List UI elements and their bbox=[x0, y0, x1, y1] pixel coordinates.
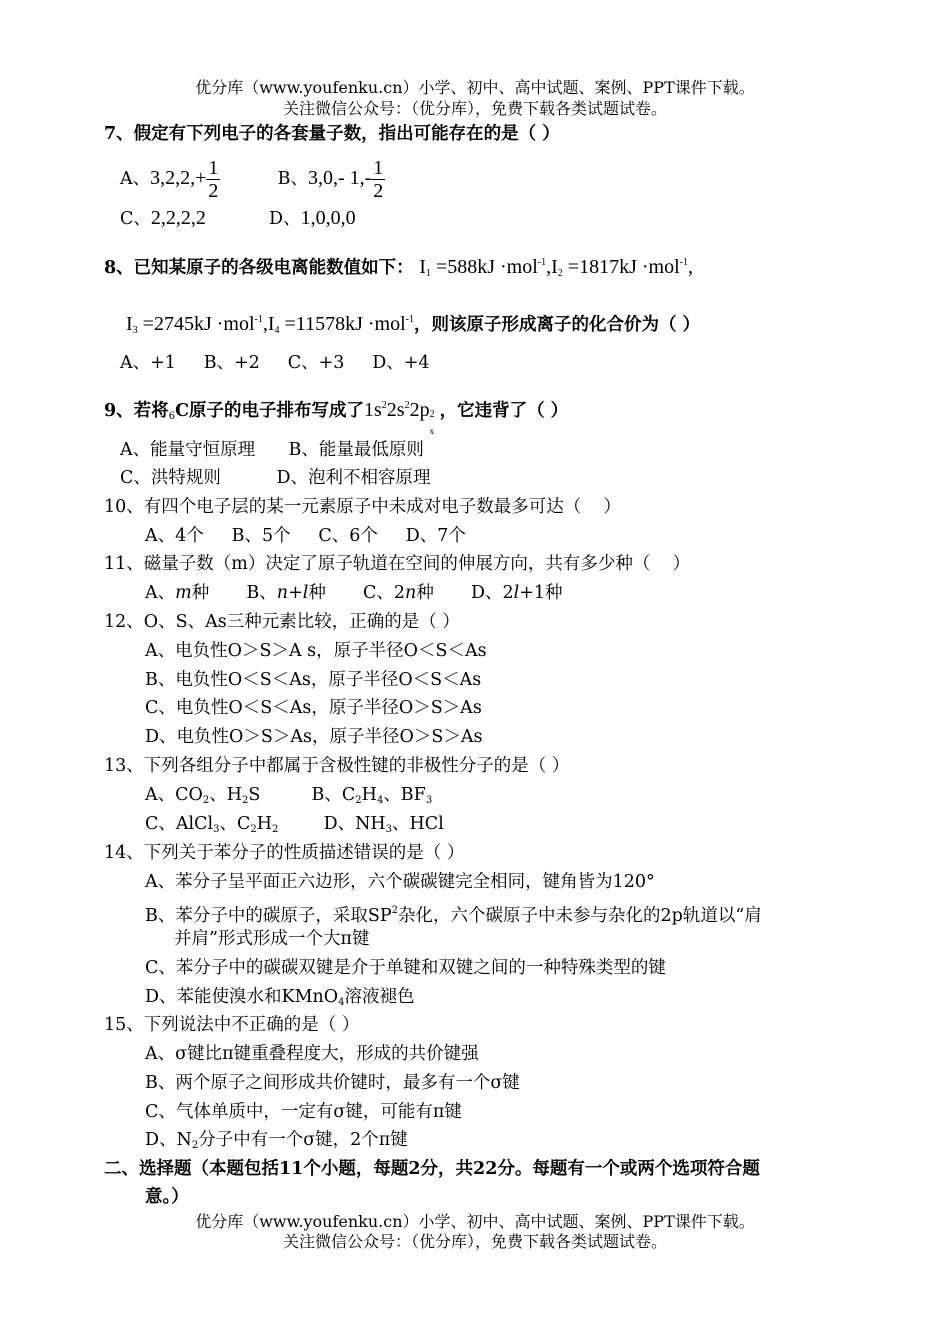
q7-b-label: B、 bbox=[277, 169, 308, 189]
q8-i4: $I_4 =11578kJ \cdot mol^{-1}$ bbox=[267, 313, 414, 336]
q9-options-ab: A、能量守恒原理 B、能量最低原则 bbox=[120, 440, 424, 460]
q7-d-label: D、 bbox=[269, 209, 301, 229]
q7-a-fraction: $\frac{1}{2}$ bbox=[208, 157, 219, 202]
q7-a-value: 3,2,2,+ bbox=[150, 167, 207, 189]
section2-title-cont: 意。） bbox=[145, 1187, 189, 1207]
section2-title: 二、选择题（本题包括11个小题，每题2分，共22分。每题有一个或两个选项符合题 bbox=[104, 1159, 760, 1179]
q11-stem: 11、磁量子数（m）决定了原子轨道在空间的伸展方向，共有多少种（ ） bbox=[104, 554, 691, 574]
q8-options: A、+1 B、+2 C、+3 D、+4 bbox=[120, 353, 430, 373]
q15-option-c: C、气体单质中，一定有σ键，可能有π键 bbox=[145, 1102, 462, 1122]
header-line-2: 关注微信公众号：（优分库），免费下载各类试题试卷。 bbox=[282, 99, 667, 118]
q7-b-value: 3,0,- 1,- bbox=[307, 167, 372, 189]
q9-stem: 9、若将$_6$C原子的电子排布写成了$1s^22s^22p$ 2 x ，它违背了（ ） bbox=[104, 399, 569, 436]
q9-config: $1s^22s^22p$ 2 x bbox=[364, 399, 435, 436]
q10-stem: 10、有四个电子层的某一元素原子中未成对电子数最多可达（ ） bbox=[104, 497, 622, 517]
q12-option-c: C、电负性O＜S＜As，原子半径O＞S＞As bbox=[145, 698, 482, 718]
q7-c-value: 2,2,2,2 bbox=[150, 207, 206, 229]
q15-stem: 15、下列说法中不正确的是（ ） bbox=[104, 1015, 360, 1035]
q8-stem-line bbox=[104, 252, 693, 285]
q8-i2: $I_2 =1817kJ \cdot mol^{-1}$, bbox=[551, 256, 693, 279]
q8-i1: $I_1 =588kJ \cdot mol^{-1}$, bbox=[419, 256, 552, 279]
q13-stem: 13、下列各组分子中都属于含极性键的非极性分子的是（ ） bbox=[104, 756, 570, 776]
header-line-1: 优分库（www.youfenku.cn）小学、初中、高中试题、案例、PPT课件下载。 bbox=[195, 78, 755, 97]
q12-option-b: B、电负性O＜S＜As，原子半径O＜S＜As bbox=[145, 670, 482, 690]
q8-stem: 8、已知某原子的各级电离能数值如下： bbox=[104, 258, 414, 278]
q7-d-value: 1,0,0,0 bbox=[300, 207, 356, 229]
q12-option-d: D、电负性O＞S＞As，原子半径O＞S＞As bbox=[145, 727, 483, 747]
q15-option-a: A、σ键比π键重叠程度大，形成的共价键强 bbox=[145, 1044, 479, 1064]
q7-options-cd bbox=[120, 207, 356, 230]
q7-stem: 7、假定有下列电子的各套量子数，指出可能存在的是（ ） bbox=[104, 124, 560, 144]
q14-option-c: C、苯分子中的碳碳双键是介于单键和双键之间的一种特殊类型的键 bbox=[145, 958, 666, 978]
q10-options: A、4个 B、5个 C、6个 D、7个 bbox=[145, 526, 466, 546]
q11-options: A、m种 B、n+l种 C、2n种 D、2l+1种 bbox=[145, 583, 563, 603]
q14-option-a: A、苯分子呈平面正六边形，六个碳碳键完全相同，键角皆为120° bbox=[145, 872, 655, 892]
q14-option-b-cont: 并肩”形式形成一个大π键 bbox=[174, 929, 370, 949]
q7-options-ab bbox=[120, 152, 385, 204]
q8-tail: ，则该原子形成离子的化合价为（ ） bbox=[413, 315, 701, 335]
q13-options-ab: A、$CO_2$、$H_2S$ B、$C_2H_4$、$BF_3$ bbox=[145, 785, 433, 806]
q8-i3: $I_3 =2745kJ \cdot mol^{-1}$, bbox=[126, 313, 268, 336]
q13-options-cd: C、AlCl$_3$、$C_2H_2$ D、$NH_3$、HCl bbox=[145, 814, 444, 835]
q8-stem-line-2 bbox=[126, 309, 700, 342]
q15-option-b: B、两个原子之间形成共价键时，最多有一个σ键 bbox=[145, 1073, 520, 1093]
q14-option-b: B、苯分子中的碳原子，采取$SP^2$杂化，六个碳原子中未参与杂化的2p轨道以“肩 bbox=[145, 905, 762, 926]
footer-line-2: 关注微信公众号：（优分库），免费下载各类试题试卷。 bbox=[282, 1232, 667, 1251]
q15-option-d: D、$N_2$分子中有一个σ键，2个π键 bbox=[145, 1130, 408, 1151]
q14-stem: 14、下列关于苯分子的性质描述错误的是（ ） bbox=[104, 843, 465, 863]
q12-stem: 12、O、S、As三种元素比较，正确的是（ ） bbox=[104, 612, 460, 632]
q12-option-a: A、电负性O＞S＞A s，原子半径O＜S＜As bbox=[145, 641, 487, 661]
q14-option-d: D、苯能使溴水和KMnO$_4$溶液褪色 bbox=[145, 987, 415, 1008]
q7-c-label: C、 bbox=[120, 209, 151, 229]
footer-line-1: 优分库（www.youfenku.cn）小学、初中、高中试题、案例、PPT课件下载。 bbox=[195, 1212, 755, 1231]
q7-b-fraction: $\frac{1}{2}$ bbox=[373, 157, 384, 202]
q7-a-label: A、 bbox=[120, 169, 151, 189]
q9-options-cd: C、洪特规则 D、泡利不相容原理 bbox=[120, 468, 431, 488]
